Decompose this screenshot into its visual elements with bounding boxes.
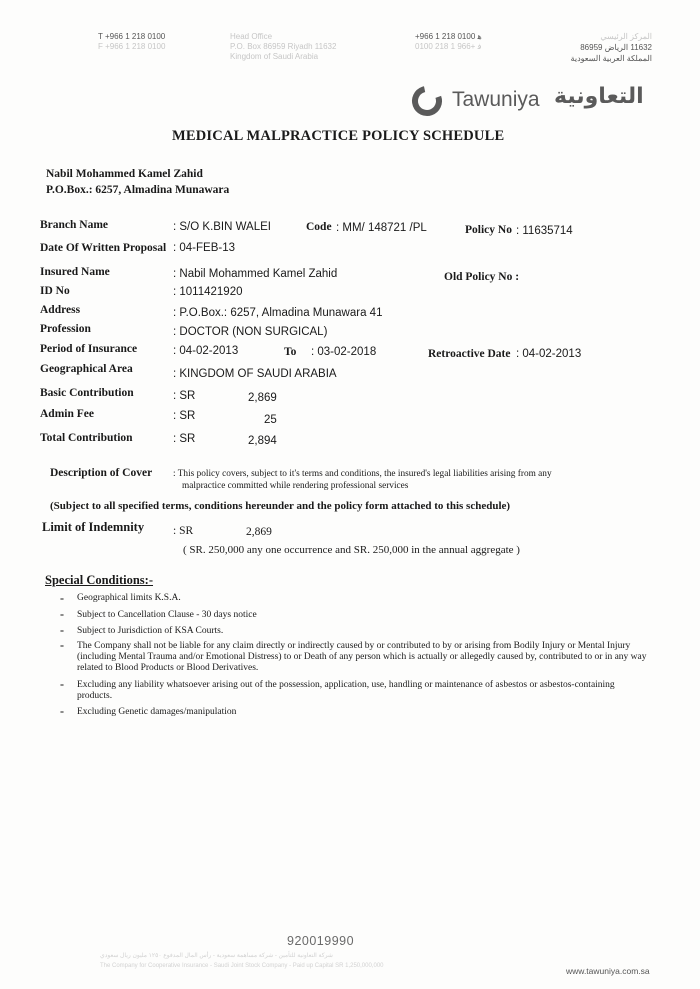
addressee-name: Nabil Mohammed Kamel Zahid [46,168,203,180]
header-fax-ar: ﻓ +966 1 218 0100 [415,42,482,51]
header-office-country: Kingdom of Saudi Arabia [230,52,319,61]
footer-website: www.tawuniya.com.sa [566,966,650,976]
brand-name-en: Tawuniya [452,88,540,111]
period-label: Period of Insurance [40,343,138,355]
page-title: MEDICAL MALPRACTICE POLICY SCHEDULE [172,128,505,144]
header-office-title: Head Office [230,32,273,41]
list-item: Excluding any liability whatsoever arising out of the possession, application, use, handling or maintenance of asbestos or asbestos-containing products. [77,680,615,701]
admin-fee-label: Admin Fee [40,408,94,420]
admin-fee-amount: 25 [264,414,277,426]
code-label: Code [306,221,332,233]
header-office-box: P.O. Box 86959 Riyadh 11632 [230,42,337,51]
proposal-date-value: : 04-FEB-13 [173,242,235,254]
footer-phone-number: 920019990 [287,934,355,948]
period-to-label: To [284,346,297,358]
list-item: Subject to Cancellation Clause - 30 days notice [77,610,257,620]
address-value: : P.O.Box.: 6257, Almadina Munawara 41 [173,307,383,319]
branch-label: Branch Name [40,219,109,231]
basic-contribution-currency: : SR [173,390,196,402]
list-bullet: - [60,591,64,605]
id-value: : 1011421920 [173,286,243,298]
period-from-value: : 04-02-2013 [173,345,239,357]
total-contribution-amount: 2,894 [248,435,277,447]
subject-note: (Subject to all specified terms, conditions hereunder and the policy form attached to this schedule) [50,500,511,512]
period-to-value: : 03-02-2018 [311,346,377,358]
header-phone-ar: +966 1 218 0100 ﻫ [415,32,482,41]
header-office-ar-country: المملكة العربية السعودية [570,54,652,63]
policy-no-label: Policy No [465,224,512,236]
list-bullet: - [60,623,64,637]
address-label: Address [40,304,81,316]
list-item: The Company shall not be liable for any claim directly or indirectly caused by or contributed to by or arising from Bodily Injury or Mental Injury (including Mental Trauma and/or Emotional Distress) to or Death of any person which is actually or allegedly caused by, contributed to or in any way related to Blood Products or Blood Derivatives. [77,641,647,673]
addressee-po-box: P.O.Box.: 6257, Almadina Munawara [46,184,230,196]
cover-text-line1: : This policy covers, subject to it's terms and conditions, the insured's legal liabilities arising from any [173,469,552,479]
footer-legal-ar: شركة التعاونية للتأمين - شركة مساهمة سعودية - رأس المال المدفوع ١٢٥٠ مليون ريال سعودي [100,953,333,959]
header-office-ar-box: 11632 الرياض 86959 [580,43,652,52]
tawuniya-logo-icon [410,84,444,118]
branch-value: : S/O K.BIN WALEI [173,221,271,233]
indemnity-note: ( SR. 250,000 any one occurrence and SR. 250,000 in the annual aggregate ) [183,544,520,556]
insured-name-label: Insured Name [40,266,110,278]
profession-value: : DOCTOR (NON SURGICAL) [173,326,328,338]
list-item: Excluding Genetic damages/manipulation [77,707,237,717]
geo-area-label: Geographical Area [40,363,133,375]
basic-contribution-label: Basic Contribution [40,387,134,399]
header-fax: F +966 1 218 0100 [98,42,166,51]
profession-label: Profession [40,323,91,335]
geo-area-value: : KINGDOM OF SAUDI ARABIA [173,368,337,380]
insured-name-value: : Nabil Mohammed Kamel Zahid [173,268,338,280]
proposal-date-label: Date Of Written Proposal [40,242,167,254]
cover-text-line2: malpractice committed while rendering professional services [182,481,409,491]
id-label: ID No [40,285,70,297]
header-phone: T +966 1 218 0100 [98,32,166,41]
basic-contribution-amount: 2,869 [248,392,277,404]
list-bullet: - [60,607,64,621]
old-policy-label: Old Policy No : [444,271,520,283]
list-item: Subject to Jurisdiction of KSA Courts. [77,626,224,636]
special-conditions-heading: Special Conditions:- [45,573,154,587]
admin-fee-currency: : SR [173,410,196,422]
retroactive-value: : 04-02-2013 [516,348,582,360]
indemnity-label: Limit of Indemnity [42,520,145,534]
total-contribution-label: Total Contribution [40,432,133,444]
indemnity-currency: : SR [173,525,194,537]
list-bullet: - [60,704,64,718]
indemnity-amount: 2,869 [246,526,272,538]
footer-legal-en: The Company for Cooperative Insurance - Saudi Joint Stock Company - Paid up Capital SR 1,250,000,000 [100,963,384,969]
header-office-ar-title: المركز الرئيسي [600,32,652,41]
total-contribution-currency: : SR [173,433,196,445]
retroactive-label: Retroactive Date [428,348,511,360]
cover-label: Description of Cover [50,467,153,479]
list-bullet: - [60,638,64,652]
brand-name-ar: التعاونية [554,84,644,109]
code-value: : MM/ 148721 /PL [336,222,427,234]
list-bullet: - [60,677,64,691]
policy-no-value: : 11635714 [516,225,573,237]
list-item: Geographical limits K.S.A. [77,593,181,603]
